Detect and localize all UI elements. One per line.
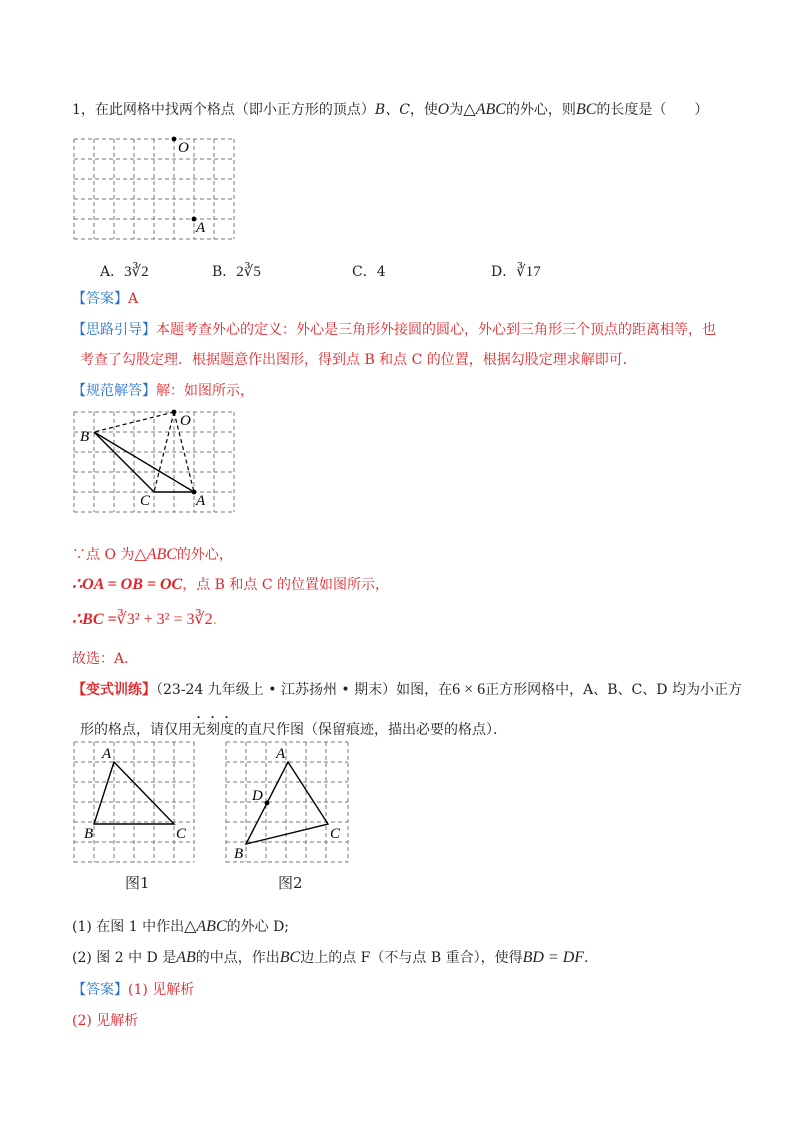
label-o: O [178,140,189,156]
figure-2-caption: 图2 [278,874,303,892]
option-d[interactable]: D．∛17 [491,264,541,280]
variant-answer: 【答案】(1) 见解析 [72,982,195,998]
label-a: A [102,746,112,762]
label-c: C [140,493,151,509]
label-a: A [196,493,206,509]
label-b: B [234,846,244,862]
label-a: A [196,220,206,236]
answer-1: 【答案】A [72,291,139,307]
segment-oc [154,412,174,492]
guide-line-1: 【思路引导】本题考查外心的定义：外心是三角形外接圆的圆心，外心到三角形三个顶点的距离相等，也 [72,322,716,338]
label-a: A [276,746,286,762]
final-choice: 故选：A． [72,651,139,667]
solution-heading: 【规范解答】解：如图所示， [72,383,254,399]
segment-ba [94,432,194,492]
solution-figure [68,405,240,517]
variant-figure-1 [70,740,200,868]
point-o [172,137,177,142]
step-3: ∴BC =∛3² + 3² = 3∛2． [72,611,227,628]
guide-line-2: 考查了勾股定理．根据题意作出图形，得到点 B 和点 C 的位置，根据勾股定理求解即可． [80,352,637,368]
label-o: O [180,413,191,429]
grid-figure-1 [68,132,238,244]
option-b[interactable]: B．2∛5 [212,264,261,280]
variant-figure-2 [222,740,354,868]
sub-question-1: (1) 在图 1 中作出△ABC的外心 D; [72,918,290,935]
option-a[interactable]: A．3∛2 [100,264,149,280]
figure-1-caption: 图1 [125,874,150,892]
label-b: B [84,826,94,842]
label-c: C [330,826,341,842]
step-2: ∴OA = OB = OC，点 B 和点 C 的位置如图所示， [72,576,390,593]
point-o [172,410,177,415]
step-1: ∵点 O 为△ABC的外心， [72,546,233,563]
question-1: 1，在此网格中找两个格点（即小正方形的顶点）B、C，使O为△ABC的外心，则BC的长度是（ ） [72,101,709,118]
label-d: D [252,788,263,804]
label-c: C [176,826,187,842]
point-d [265,801,270,806]
variant-answer-2: (2) 见解析 [72,1013,139,1029]
question-number: 1， [72,102,95,118]
sub-question-2: (2) 图 2 中 D 是AB的中点，作出BC边上的点 F（不与点 B 重合），使得BD = DF. [72,949,589,966]
variant-line-2: 形的格点，请仅用无刻度的直尺作图（保留痕迹，描出必要的格点）． [80,722,507,738]
option-c[interactable]: C．4 [352,264,386,280]
label-b: B [80,429,90,445]
variant-line-1: 【变式训练】（23-24 九年级上 • 江苏扬州 • 期末）如图，在6 × 6正方形网格中，A、B、C、D 均为小正方 [72,681,742,698]
